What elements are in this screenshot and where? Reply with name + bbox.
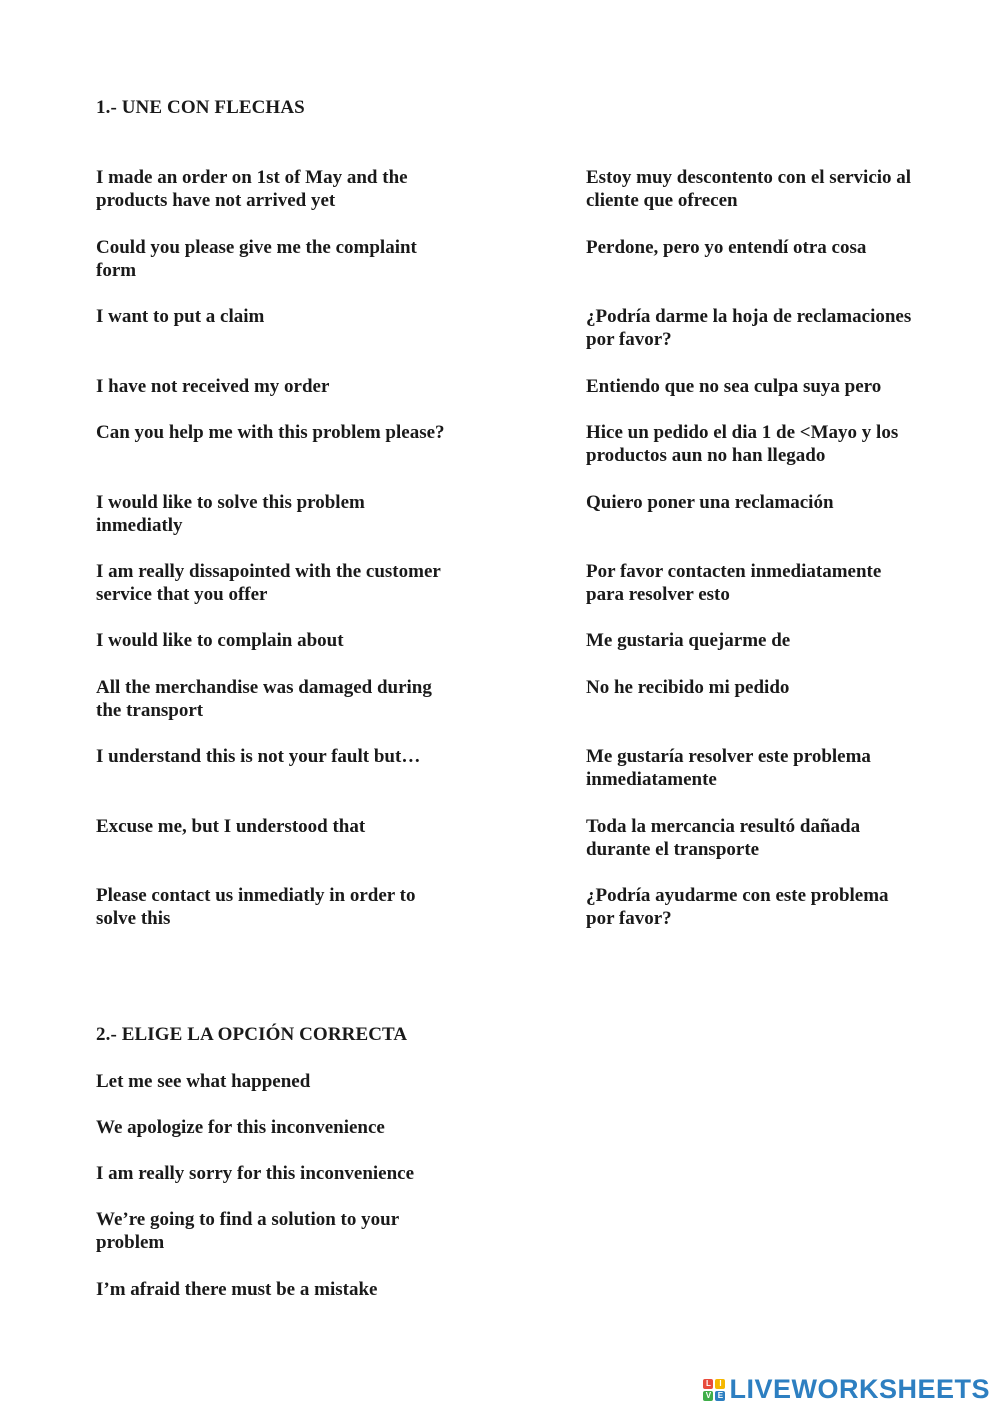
logo-mark-letter: I bbox=[715, 1379, 725, 1389]
match-right-item[interactable]: Toda la mercancia resultó dañada durante el transporte bbox=[586, 816, 861, 860]
logo-text: LIVEWORKSHEETS bbox=[729, 1374, 990, 1404]
match-left-item[interactable]: I am really dissapointed with the customer service that you offer bbox=[96, 561, 441, 605]
liveworksheets-logo bbox=[703, 1374, 990, 1405]
section2-title: 2.- ELIGE LA OPCIÓN CORRECTA bbox=[96, 1024, 408, 1045]
match-left-item[interactable]: Excuse me, but I understood that bbox=[96, 816, 366, 837]
match-left-item[interactable]: Could you please give me the complaint form bbox=[96, 237, 417, 281]
option-item[interactable]: I’m afraid there must be a mistake bbox=[96, 1279, 378, 1300]
option-item[interactable]: Let me see what happened bbox=[96, 1071, 311, 1092]
match-left-item[interactable]: I understand this is not your fault but… bbox=[96, 746, 421, 767]
match-right-item[interactable]: Me gustaría resolver este problema inmediatamente bbox=[586, 746, 871, 790]
match-left-item[interactable]: I would like to complain about bbox=[96, 630, 344, 651]
match-right-item[interactable]: Estoy muy descontento con el servicio al cliente que ofrecen bbox=[586, 167, 912, 211]
match-right-item[interactable]: Perdone, pero yo entendí otra cosa bbox=[586, 237, 867, 258]
match-right-item[interactable]: Entiendo que no sea culpa suya pero bbox=[586, 376, 882, 397]
match-right-item[interactable]: ¿Podría darme la hoja de reclamaciones por favor? bbox=[586, 306, 912, 350]
match-right-item[interactable]: Me gustaria quejarme de bbox=[586, 630, 791, 651]
section1-title: 1.- UNE CON FLECHAS bbox=[96, 97, 305, 118]
match-left-item[interactable]: I made an order on 1st of May and the products have not arrived yet bbox=[96, 167, 408, 211]
option-item[interactable]: We’re going to find a solution to your problem bbox=[96, 1209, 399, 1253]
match-right-item[interactable]: ¿Podría ayudarme con este problema por favor? bbox=[586, 885, 889, 929]
option-item[interactable]: We apologize for this inconvenience bbox=[96, 1117, 385, 1138]
logo-mark-icon bbox=[703, 1379, 725, 1401]
match-left-item[interactable]: Please contact us inmediatly in order to solve this bbox=[96, 885, 416, 929]
match-right-item[interactable]: Por favor contacten inmediatamente para resolver esto bbox=[586, 561, 882, 605]
option-item[interactable]: I am really sorry for this inconvenience bbox=[96, 1163, 415, 1184]
logo-mark-letter: V bbox=[703, 1391, 713, 1401]
match-left-item[interactable]: I have not received my order bbox=[96, 376, 330, 397]
match-right-item[interactable]: No he recibido mi pedido bbox=[586, 677, 790, 698]
match-left-item[interactable]: I would like to solve this problem inmediatly bbox=[96, 492, 365, 536]
match-left-item[interactable]: All the merchandise was damaged during the transport bbox=[96, 677, 432, 721]
match-right-item[interactable]: Quiero poner una reclamación bbox=[586, 492, 834, 513]
match-left-item[interactable]: I want to put a claim bbox=[96, 306, 265, 327]
logo-mark-letter: E bbox=[715, 1391, 725, 1401]
match-left-item[interactable]: Can you help me with this problem please? bbox=[96, 422, 445, 443]
match-right-item[interactable]: Hice un pedido el dia 1 de <Mayo y los productos aun no han llegado bbox=[586, 422, 899, 466]
logo-mark-letter: L bbox=[703, 1379, 713, 1389]
